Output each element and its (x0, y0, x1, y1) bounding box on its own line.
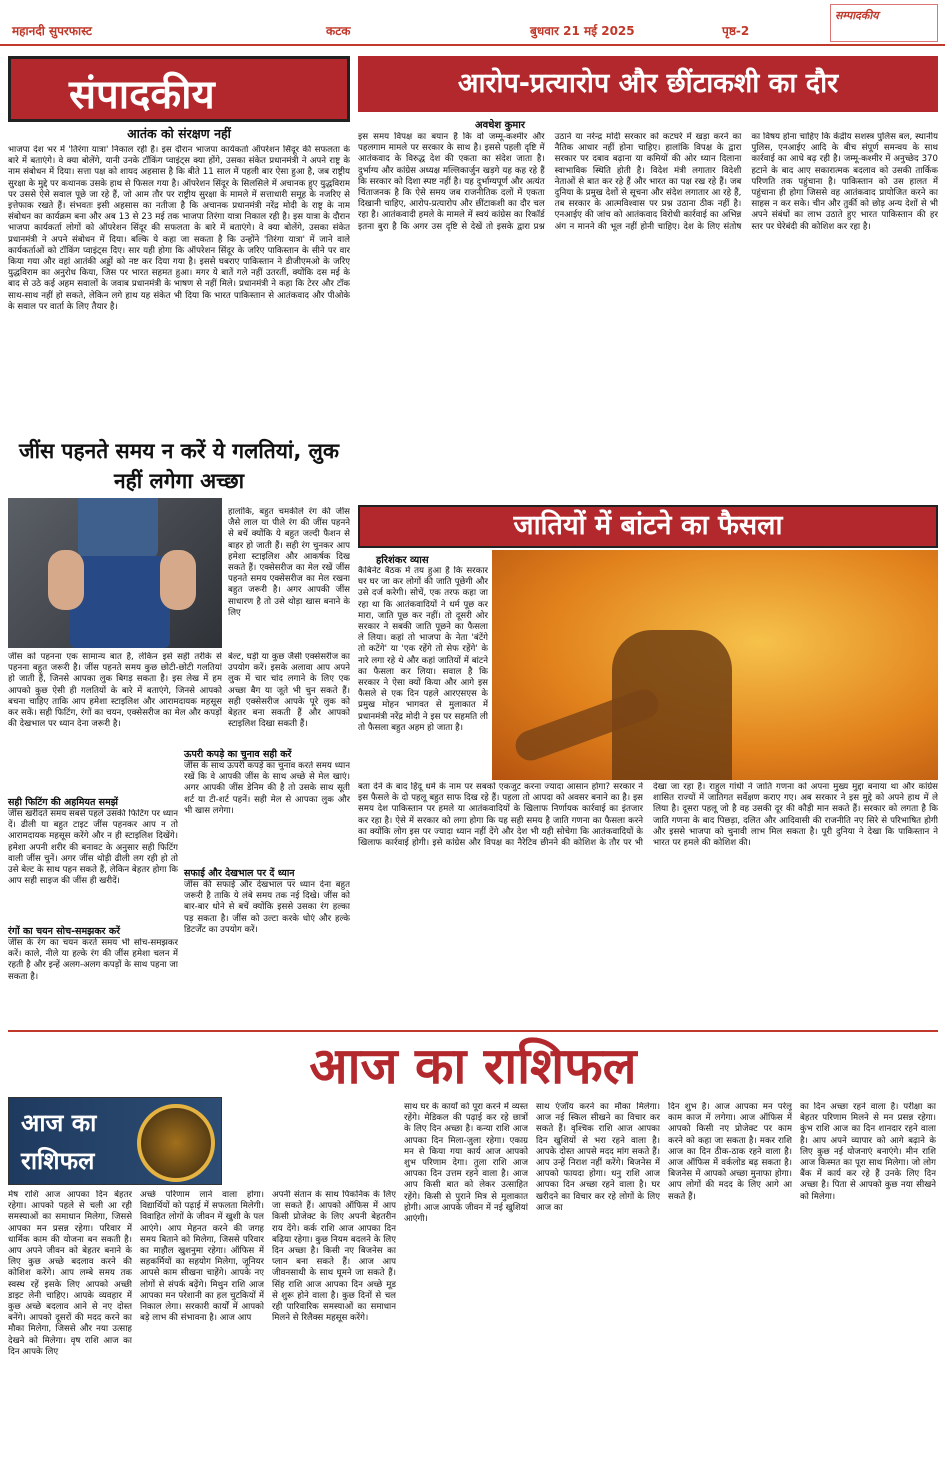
top-body: जींस के साथ ऊपरी कपड़े का चुनाव करते समय ध्यान रखें कि वे आपकी जींस के साथ अच्छे से मेल खाएं। अगर आपकी जींस डेनिम की है तो उसके साथ सूती शर्ट या टी-शर्ट पहनें। सही मेल से आपका लुक और भी खास लगेगा। (184, 761, 350, 816)
rashi-col-7: का दिन अच्छा रहने वाला है। परीक्षा का बेहतर परिणाम मिलने से मन प्रसन्न रहेगा। कुंभ राशि आज का दिन शानदार रहने वाला है। आप अपने व्यापार को आगे बढ़ाने के लिए कुछ नई योजनाएं बनाएंगे। मीन राशि आज किस्मत का पूरा साथ मिलेगा। जो लोग बैंक में कार्य कर रहे हैं उनके लिए दिन अच्छा है। पिता से आपको कुछ नया सीखने को मिलेगा। (800, 1102, 936, 1202)
section-logo: सम्पादकीय (830, 4, 938, 42)
caste-headline: जातियों में बांटने का फैसला (358, 505, 938, 548)
jeans-column-b (184, 742, 350, 985)
color-subhead: रंगों का चयन सोच-समझकर करें (8, 926, 121, 937)
fitting-body: जींस खरीदते समय सबसे पहले उसकी फिटिंग पर ध्यान दें। ढीली या बहुत टाइट जींस पहनकर आप न तो आरामदायक महसूस करेंगे और न ही स्टाइलिश दिखेंगे। हमेशा अपनी शरीर की बनावट के अनुसार सही फिटिंग वाली जींस चुनें। अगर जींस थोड़ी ढीली लग रही हो तो उसे बेल्ट के साथ पहन सकते हैं, लेकिन बेहतर होगा कि आप सही साइज की जींस ही खरीदें। (8, 809, 178, 887)
caste-body: बता देने के बाद हिंदू धर्म के नाम पर सबको एकजुट करना ज्यादा आसान होगा? सरकार ने इस फैसले के दो पहलू बहुत साफ दिख रहे हैं। पहला तो आपदा को अवसर बनाने का है। इस समय देश पाकिस्तान पर हमले या आतंकवादियों के खिलाफ निर्णायक कार्रवाई का इंतजार कर रहा है। ऐसे में सरकार को लगा होगा कि यह सही समय है जाति गणना का फैसला करने का क्योंकि लोग इस पर ज्यादा ध्यान नहीं देंगे और देश भी यही सोचेगा कि आतंकवादियों के खिलाफ कार्रवाई होगी। इसे कांग्रेस और विपक्ष का नैरेटिव छीनने की कोशिश के तौर पर भी देखा जा रहा है। राहुल गांधी ने जाति गणना को अपना मुख्य मुद्दा बनाया था और कांग्रेस शासित राज्यों में जातिगत सर्वेक्षण कराए गए। अब सरकार ने इस मुद्दे को अपने हाथ में ले लिया है। दूसरा पहलू जो है वह उसकी दूर की कौड़ी मान सकते हैं। सरकार को लगता है कि जाति गणना के बाद पिछड़ा, दलित और आदिवासी की राजनीति नए सिरे से परिभाषित होगी और इससे भाजपा को चुनावी लाभ मिल सकता है। पूरी दुनिया ने देखा कि पाकिस्तान ने भारत पर हमले की कोशिश की। (358, 782, 938, 849)
color-body: जींस के रंग का चयन करते समय भी सोच-समझकर करें। काले, नीले या हल्के रंग की जींस हमेशा चलन में रहती है और इन्हें अलग-अलग कपड़ों के साथ पहना जा सकता है। (8, 938, 178, 982)
editorial-banner (8, 56, 350, 122)
main-body: इस समय विपक्ष का बयान है कि वो जम्मू-कश्मीर और पहलगाम मामले पर सरकार के साथ है। इससे पहली दृष्टि में आतंकवाद के विरुद्ध देश की एकता का संदेश जाता है। दुर्भाग्य और कांग्रेस अध्यक्ष मल्लिकार्जुन खड़गे यह कह रहे हैं कि सरकार को दिशा स्पष्ट नहीं है। यह दुर्भाग्यपूर्ण और अत्यंत चिंताजनक है कि ऐसे समय जब राजनीतिक दलों में एकता दिखानी चाहिए, आरोप-प्रत्यारोप और छींटाकशी का दौर चल रहा है। आतंकवादी हमले के मामले में स्वयं कांग्रेस का रिकॉर्ड इतना बुरा है कि अगर उस दृष्टि से देखें तो इसके द्वारा प्रश्न उठाने या नरेन्द्र मोदी सरकार को कटघरे में खड़ा करने का नैतिक आधार नहीं होना चाहिए। हालांकि विपक्ष के द्वारा सरकार पर दबाव बढ़ाना या कमियों की ओर ध्यान दिलाना स्वाभाविक स्थिति होती है। विदेश मंत्री लगातार विदेशी नेताओं से बात कर रहे हैं और भारत का पक्ष रख रहे हैं। जब दुनिया के प्रमुख देशों से सूचना और संदेश लगातार आ रहे हैं, तब सरकार के आत्मविश्वास पर प्रश्न उठाना ठीक नहीं है। एनआईए की जांच को आतंकवाद विरोधी कार्रवाई का अभिन्न अंग न मानने की भूल नहीं होनी चाहिए। देश के लिए संतोष का विषय होना चाहिए कि केंद्रीय सशस्त्र पुलिस बल, स्थानीय पुलिस, एनआईए आदि के बीच संपूर्ण समन्वय के साथ कार्रवाई का आधे बढ़ रही है। जम्मू-कश्मीर में अनुच्छेद 370 हटाने के बाद आए सकारात्मक बदलाव को उसकी तार्किक परिणति तक पहुंचाना है। पाकिस्तान को उस हालत में पहुंचाना ही होगा जिससे वह आतंकवाद प्रायोजित करने का साहस न कर सके। चीन और तुर्की को छोड़ अन्य देशों से भी अपने संबंधों का लाभ उठाते हुए भारत पाकिस्तान की हर स्तर पर घेरेबंदी की कोशिश कर रहा है। (358, 132, 938, 232)
caste-author: हरिशंकर व्यास (376, 555, 429, 566)
caste-intro: कैबिनेट बैठक में तय हुआ है कि सरकार घर घर जा कर लोगों की जाति पूछेगी और उसे दर्ज करेगी। सोचें, एक तरफ कहा जा रहा था कि आतंकवादियों ने धर्म पूछ कर मारा, जाति पूछ कर नहीं। तो दूसरी ओर सरकार ने सबकी जाति पूछने का फैसला ले लिया। कहां तो भाजपा के नेता 'बंटेंगे तो कटेंगे' या 'एक रहेंगे तो सेफ रहेंगे' के नारे लगा रहे थे और कहां जातियों में बांटने का फैसला कर लिया। सवाल है कि सरकार ने ऐसा क्यों किया और आगे इस फैसले से एक दिन पहले आरएसएस के प्रमुख मोहन भागवत से मुलाकात में प्रधानमंत्री नरेंद्र मोदी ने इस पर सहमति ली तो फैसला बहुत अहम हो जाता है। (358, 566, 488, 733)
rashi-col-4: साथ घर के कार्यों को पूरा करने में व्यस्त रहेंगे। मेडिकल की पढ़ाई कर रहे छात्रों के लिए दिन अच्छा है। कन्या राशि आज आपका दिन मिला-जुला रहेगा। एकाग्र मन से किया गया कार्य आज आपको शुभ परिणाम देगा। तुला राशि आज आपका दिन उत्तम रहने वाला है। आज आप किसी बात को लेकर उत्साहित रहेंगे। किसी से पुराने मित्र से मुलाकात होगी। आज आपके जीवन में नई खुशियां आएंगी। (404, 1102, 528, 1225)
jeans-photo (8, 498, 222, 648)
banner-line-2: राशिफल (21, 1147, 95, 1175)
caste-illustration (492, 550, 938, 780)
editorial-body: भाजपा देश भर में 'तिरंगा यात्रा' निकाल रही है। इस दौरान भाजपा कार्यकर्ता ऑपरेशन सिंदूर की सफलता के बारे में बताएंगे। वे क्या बोलेंगे, यानी उनके टॉकिंग प्वाइंट्स क्या होंगे, उसका संकेत प्रधानमंत्री ने अपने राष्ट्र के नाम संबोधन में दिया। सत्ता पक्ष को शायद अहसास है कि बीते 11 साल में पहली बार ऐसा हुआ है, जब राष्ट्रीय सुरक्षा के मुद्दे पर कथानक उसके हाथ से फिसल गया है। ऑपरेशन सिंदूर के सिलसिले में अचानक हुए युद्धविराम पर उससे ऐसे सवाल पूछे जा रहे हैं, जो आम तौर पर राष्ट्रीय सुरक्षा के मामले में सत्ताधारी समूह के नजरिए से इत्तेफाक रखते हैं। संभवतः इसी अहसास का नतीजा है कि अचानक प्रधानमंत्री नरेंद्र मोदी के राष्ट्र के नाम संबोधन का कार्यक्रम बना और अब 13 से 23 मई तक भाजपा तिरंगा यात्रा निकाल रही है। इस यात्रा के दौरान भाजपा कार्यकर्ता लोगों को ऑपरेशन सिंदूर की सफलता के बारे में बताएंगे। वे क्या बोलेंगे, उसका संकेत प्रधानमंत्री ने अपने संबोधन में दिया। बल्कि ये कहा जा सकता है कि उन्होंने 'तिरंगा यात्रा' में जाने वाले कार्यकर्ताओं को टॉकिंग प्वाइंट्स दिए। सार यही होगा कि ऑपरेशन सिंदूर के जरिए पाकिस्तान के सीने पर वार किया गया और वहां आतंकी अड्डों को नष्ट कर दिया गया है। इससे घबराए पाकिस्तान ने डीजीएमओ के जरिए युद्धविराम का अनुरोध किया, जिस पर भारत सहमत हुआ। मगर ये बातें गले नहीं उतरतीं, क्योंकि दस मई के बाद से उठे कई अहम सवालों के जवाब प्रधानमंत्री के भाषण से नहीं मिले। प्रधानमंत्री ने कहा कि टेरर और टॉक साथ-साथ नहीं हो सकते, लेकिन लगे हाथ यह संकेत भी दिया कि भारत पाकिस्तान से आतंकवाद और पीओके के सवाल पर वार्ता के लिए तैयार है। (8, 145, 350, 312)
city: कटक (326, 24, 351, 38)
jeans-body: जींस को पहनना एक सामान्य बात है, लेकिन इसे सही तरीके से पहनना बहुत जरूरी है। जींस पहनते समय कुछ छोटी-छोटी गलतियां हो जाती हैं, जिनसे आपका लुक बिगड़ सकता है। इस लेख में हम आपको कुछ ऐसी ही गलतियों के बारे में बताएंगे, जिनसे आपको बचना चाहिए ताकि आप हमेशा स्टाइलिश और आरामदायक महसूस कर सकें। सही फिटिंग, रंगों का चयन, एक्सेसरीज का मेल और कपड़ों की देखभाल पर ध्यान देना जरूरी है। (8, 652, 222, 730)
fitting-subhead: सही फिटिंग की अहमियत समझें (8, 797, 118, 808)
jeans-accessories: बेल्ट, घड़ी या कुछ जैसी एक्सेसरीज का उपयोग करें। इसके अलावा आप अपने लुक में चार चांद लगाने के लिए एक अच्छा बैग या जूते भी चुन सकते हैं। सही एक्सेसरीज आपके पूरे लुक को बेहतर बना सकती हैं और आपको स्टाइलिश दिखा सकती हैं। (228, 652, 350, 730)
rashi-col-5: साथ एंजॉय करने का मौका मिलेगा। आज नई स्किल सीखने का विचार कर सकते हैं। वृश्चिक राशि आज आपका दिन खुशियों से भरा रहने वाला है। आपके दोस्त आपसे मदद मांग सकते हैं। आप उन्हें निराश नहीं करेंगे। बिजनेस में आपको फायदा होगा। धनु राशि आज आपका दिन अच्छा रहने वाला है। घर खरीदने का विचार कर रहे लोगों के लिए आज का (536, 1102, 660, 1213)
jeans-headline: जींस पहनते समय न करें ये गलतियां, लुक नहीं लगेगा अच्छा (18, 439, 340, 493)
zodiac-wheel-icon (137, 1104, 215, 1182)
section-divider (8, 1030, 938, 1032)
jeans-intro: हालांकि, बहुत चमकीले रंग की जींस जैसे लाल या पीले रंग की जींस पहनने से बचें क्योंकि ये बहुत जल्दी फैशन से बाहर हो जाती हैं। सही रंग चुनकर आप हमेशा स्टाइलिश और आकर्षक दिख सकते हैं। एक्सेसरीज का मेल रखें जींस पहनते समय एक्सेसरीज का मेल रखना बहुत जरूरी है। अगर आपकी जींस साधारण है तो उसे थोड़ा खास बनाने के लिए (228, 507, 350, 618)
rashifal-banner (8, 1097, 222, 1185)
main-author: अवधेश कुमार (475, 120, 525, 131)
top-subhead: ऊपरी कपड़े का चुनाव सही करें (184, 749, 292, 760)
page-number: पृष्ठ-2 (722, 24, 750, 38)
rashi-col-2: अच्छे परिणाम लाने वाला होगा। विद्यार्थियों को पढ़ाई में सफलता मिलेगी। विवाहित लोगों के जीवन में खुशी के पल आएंगे। आप मेहनत करने की जगह समय बिताने को मिलेगा, जिससे परिवार का माहौल खुशनुमा रहेगा। ऑफिस में सहकर्मियों का सहयोग मिलेगा, जूनियर आपसे काम सीखना चाहेंगे। आपके नए लोगों से संपर्क बढ़ेंगे। मिथुन राशि आज आपका मन परेशानी का हल चुटकियों में निकाल लेगा। सरकारी कार्यों में आपको बड़े लाभ की संभावना है। आज आप (140, 1190, 264, 1324)
banner-line-1: आज का (21, 1109, 97, 1137)
rashi-col-3: अपनी संतान के साथ पिकनिक के लिए जा सकते हैं। आपको ऑफिस में आप किसी प्रोजेक्ट के लिए अपनी बेहतरीन राय देंगे। कर्क राशि आज आपका दिन बढ़िया रहेगा। कुछ नियम बदलने के लिए दिन अच्छा है। किसी नए बिजनेस का प्लान बना सकते हैं। आज आप जीवनसाथी के साथ घूमने जा सकते हैं। सिंह राशि आज आपका दिन अच्छे मूड से शुरू होने वाला है। कुछ दिनों से चल रही पारिवारिक समस्याओं का समाधान मिलने से रिलैक्स महसूस करेंगे। (272, 1190, 396, 1324)
care-body: जींस की सफाई और देखभाल पर ध्यान देना बहुत जरूरी है ताकि ये लंबे समय तक नई दिखे। जींस को बार-बार धोने से बचें क्योंकि इससे उसका रंग हल्का पड़ सकता है। जींस को उल्टा करके धोएं और हल्के डिटर्जेंट का उपयोग करें। (184, 880, 350, 935)
care-subhead: सफाई और देखभाल पर दें ध्यान (184, 868, 295, 879)
rashi-col-1: मेष राशि आज आपका दिन बेहतर रहेगा। आपको पहले से चली आ रही समस्याओं का समाधान मिलेगा, जिससे आपका मन प्रसन्न रहेगा। परिवार में धार्मिक काम की योजना बन सकती है। आप अपने जीवन को बेहतर बनाने के लिए कुछ अच्छे बदलाव करने की कोशिश करेंगे। आप लम्बे समय तक स्वस्थ रहें इसके लिए आपको अच्छी डाइट लेनी चाहिए। आपके व्यवहार में कुछ अच्छे बदलाव आने से नए दोस्त बनेंगे। आपको दूसरों की मदद करने का मौका मिलेगा, जिससे और नया उत्साह देखने को मिलेगा। वृष राशि आज का दिन आपके लिए (8, 1190, 132, 1357)
rashifal-headline: आज का राशिफल (309, 1037, 637, 1095)
editorial-title: संपादकीय (69, 72, 215, 118)
jeans-column-a (8, 790, 178, 985)
paper-name: महानदी सुपरफास्ट (12, 24, 92, 38)
main-headline: आरोप-प्रत्यारोप और छींटाकशी का दौर (358, 56, 938, 112)
masthead (0, 0, 945, 46)
issue-date: बुधवार 21 मई 2025 (530, 24, 635, 38)
rashi-col-6: दिन शुभ है। आज आपका मन परेलू काम काज में लगेगा। आज ऑफिस में आपको किसी नए प्रोजेक्ट पर काम करने को कहा जा सकता है। मकर राशि आज का दिन ठीक-ठाक रहने वाला है। आज ऑफिस में वर्कलोड बढ़ सकता है। बिजनेस में आपको अच्छा मुनाफा होगा। आप लोगों की मदद के लिए आगे आ सकते हैं। (668, 1102, 792, 1202)
editorial-subtitle: आतंक को संरक्षण नहीं (127, 126, 231, 141)
